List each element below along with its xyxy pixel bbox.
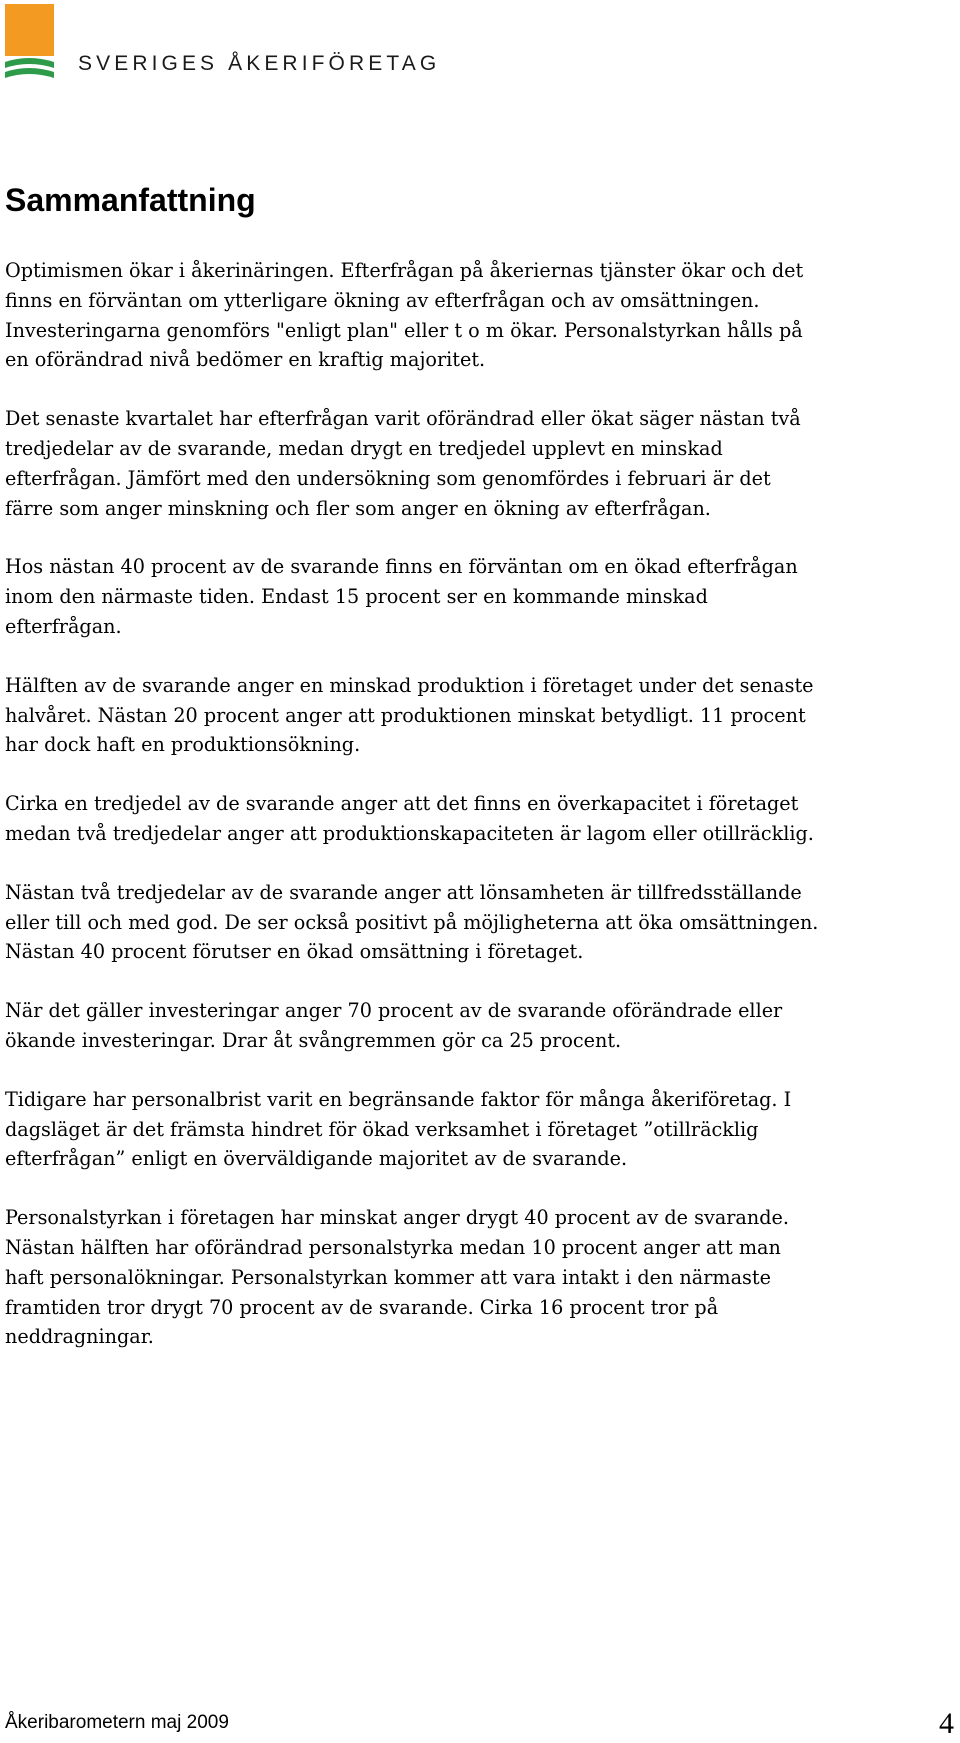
paragraph-line: efterfrågan” enligt en överväldigande majoritet av de svarande.	[5, 1147, 628, 1171]
body-paragraph	[5, 789, 953, 849]
paragraph-line: Nästan hälften har oförändrad personalstyrka medan 10 procent anger att man	[5, 1235, 781, 1259]
paragraph-line: haft personalökningar. Personalstyrkan kommer att vara intakt i den närmaste	[5, 1265, 771, 1289]
logo-green-arc-top	[5, 58, 54, 68]
footer-page-number: 4	[939, 1707, 954, 1740]
org-logo-icon	[5, 4, 60, 82]
paragraph-line: Nästan två tredjedelar av de svarande anger att lönsamheten är tillfredsställande	[5, 880, 802, 904]
footer-publication: Åkeribarometern maj 2009	[5, 1712, 229, 1733]
body-paragraph	[5, 256, 953, 375]
logo-orange-block	[5, 4, 54, 56]
document-body	[5, 256, 953, 1381]
paragraph-line: Investeringarna genomförs "enligt plan" eller t o m ökar. Personalstyrkan hålls på	[5, 318, 803, 342]
body-paragraph	[5, 1085, 953, 1174]
paragraph-line: dagsläget är det främsta hindret för ökad verksamhet i företaget ”otillräcklig	[5, 1117, 759, 1141]
paragraph-line: Cirka en tredjedel av de svarande anger att det finns en överkapacitet i företaget	[5, 792, 799, 816]
paragraph-line: Tidigare har personalbrist varit en begränsande faktor för många åkeriföretag. I	[5, 1087, 792, 1111]
paragraph-line: eller till och med god. De ser också positivt på möjligheterna att öka omsättningen.	[5, 910, 819, 934]
paragraph-line: Optimismen ökar i åkerinäringen. Efterfrågan på åkeriernas tjänster ökar och det	[5, 259, 804, 282]
paragraph-line: När det gäller investeringar anger 70 procent av de svarande oförändrade eller	[5, 999, 783, 1023]
org-name: SVERIGES ÅKERIFÖRETAG	[78, 52, 441, 75]
paragraph-line: Det senaste kvartalet har efterfrågan varit oförändrad eller ökat säger nästan två	[5, 407, 801, 431]
org-logo	[5, 4, 441, 84]
logo-green-arc-bottom	[5, 68, 54, 78]
paragraph-line: färre som anger minskning och fler som anger en ökning av efterfrågan.	[5, 496, 711, 520]
paragraph-line: Nästan 40 procent förutser en ökad omsättning i företaget.	[5, 940, 584, 964]
paragraph-line: tredjedelar av de svarande, medan drygt en tredjedel upplevt en minskad	[5, 436, 723, 460]
paragraph-line: en oförändrad nivå bedömer en kraftig majoritet.	[5, 348, 486, 372]
paragraph-line: inom den närmaste tiden. Endast 15 procent ser en kommande minskad	[5, 585, 708, 609]
paragraph-line: medan två tredjedelar anger att produktionskapaciteten är lagom eller otillräcklig.	[5, 821, 814, 845]
paragraph-line: efterfrågan.	[5, 614, 122, 638]
paragraph-line: halvåret. Nästan 20 procent anger att produktionen minskat betydligt. 11 procent	[5, 703, 806, 727]
paragraph-line: ökande investeringar. Drar åt svångremmen gör ca 25 procent.	[5, 1028, 622, 1052]
body-paragraph	[5, 878, 953, 967]
paragraph-line: finns en förväntan om ytterligare ökning av efterfrågan och av omsättningen.	[5, 288, 760, 312]
paragraph-line: har dock haft en produktionsökning.	[5, 733, 361, 757]
paragraph-line: Hos nästan 40 procent av de svarande finns en förväntan om en ökad efterfrågan	[5, 555, 798, 579]
paragraph-line: framtiden tror drygt 70 procent av de svarande. Cirka 16 procent tror på	[5, 1295, 719, 1319]
body-paragraph	[5, 552, 953, 641]
body-paragraph	[5, 671, 953, 760]
body-paragraph	[5, 404, 953, 523]
body-paragraph	[5, 1203, 953, 1352]
page-title: Sammanfattning	[5, 182, 256, 218]
paragraph-line: neddragningar.	[5, 1325, 154, 1349]
paragraph-line: Hälften av de svarande anger en minskad produktion i företaget under det senaste	[5, 673, 814, 697]
paragraph-line: Personalstyrkan i företagen har minskat anger drygt 40 procent av de svarande.	[5, 1206, 789, 1230]
body-paragraph	[5, 996, 953, 1056]
paragraph-line: efterfrågan. Jämfört med den undersökning som genomfördes i februari är det	[5, 466, 771, 490]
